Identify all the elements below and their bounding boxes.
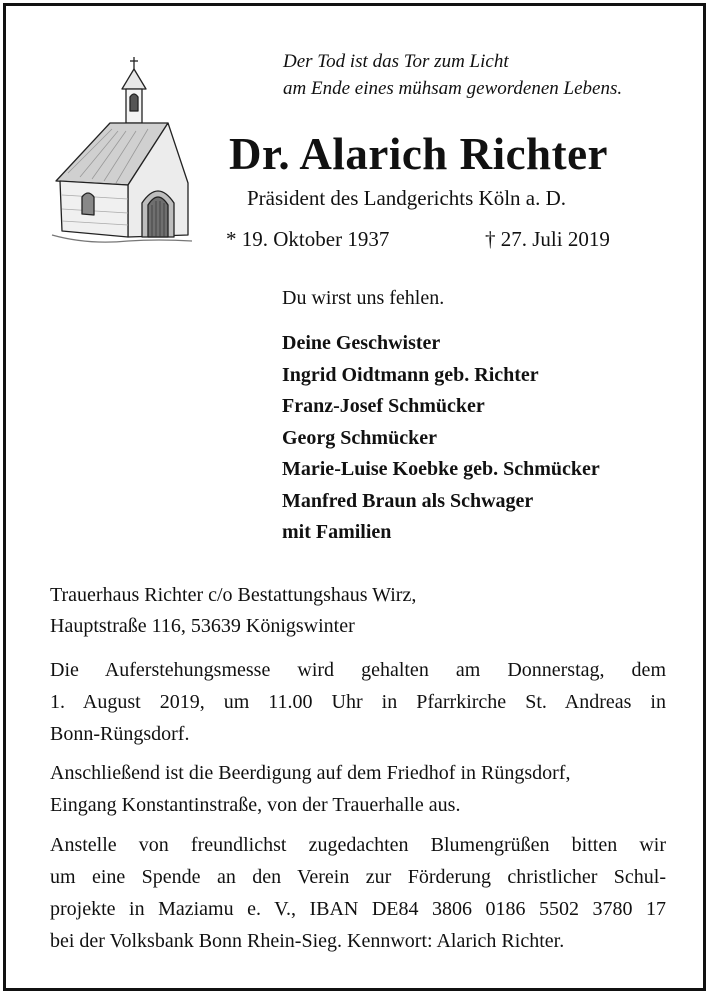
family-member: Franz-Josef Schmücker bbox=[282, 395, 485, 417]
donation-paragraph bbox=[50, 829, 666, 957]
deceased-name: Dr. Alarich Richter bbox=[229, 129, 609, 179]
paragraph-line: um eine Spende an den Verein zur Förderung christlicher Schul- bbox=[50, 866, 666, 888]
paragraph-line: Eingang Konstantinstraße, von der Trauerhalle aus. bbox=[50, 794, 461, 816]
family-member: Marie-Luise Koebke geb. Schmücker bbox=[282, 458, 600, 480]
family-member: Manfred Braun als Schwager bbox=[282, 489, 534, 512]
mourning-address bbox=[50, 580, 416, 642]
quote-line: Der Tod ist das Tor zum Licht bbox=[283, 51, 509, 72]
quote-line: am Ende eines mühsam gewordenen Lebens. bbox=[283, 78, 623, 99]
address-line: Trauerhaus Richter c/o Bestattungshaus Wirz, bbox=[50, 584, 417, 606]
birth-date: * 19. Oktober 1937 bbox=[226, 227, 390, 251]
family-member: Deine Geschwister bbox=[282, 332, 441, 354]
paragraph-line: Anschließend ist die Beerdigung auf dem Friedhof in Rüngsdorf, bbox=[50, 762, 571, 784]
paragraph-line: Die Auferstehungsmesse wird gehalten am Donnerstag, dem bbox=[50, 659, 666, 681]
address-line: Hauptstraße 116, 53639 Königswinter bbox=[50, 615, 355, 637]
family-member: Ingrid Oidtmann geb. Richter bbox=[282, 363, 539, 386]
burial-paragraph bbox=[50, 757, 666, 821]
epitaph-quote bbox=[283, 48, 622, 102]
paragraph-line: Bonn-Rüngsdorf. bbox=[50, 723, 190, 745]
deceased-title: Präsident des Landgerichts Köln a. D. bbox=[247, 186, 567, 210]
chapel-illustration-icon bbox=[48, 55, 193, 250]
mass-paragraph bbox=[50, 654, 666, 750]
family-intro: Du wirst uns fehlen. bbox=[282, 287, 445, 309]
death-date: † 27. Juli 2019 bbox=[485, 227, 610, 251]
paragraph-line: projekte in Maziamu e. V., IBAN DE84 3806 0186 5502 3780 17 bbox=[50, 898, 666, 920]
family-member: mit Familien bbox=[282, 521, 392, 543]
family-list bbox=[282, 328, 600, 549]
paragraph-line: bei der Volksbank Bonn Rhein-Sieg. Kennwort: Alarich Richter. bbox=[50, 930, 565, 952]
family-member: Georg Schmücker bbox=[282, 426, 437, 449]
paragraph-line: 1. August 2019, um 11.00 Uhr in Pfarrkirche St. Andreas in bbox=[50, 691, 666, 713]
paragraph-line: Anstelle von freundlichst zugedachten Blumengrüßen bitten wir bbox=[50, 834, 666, 856]
